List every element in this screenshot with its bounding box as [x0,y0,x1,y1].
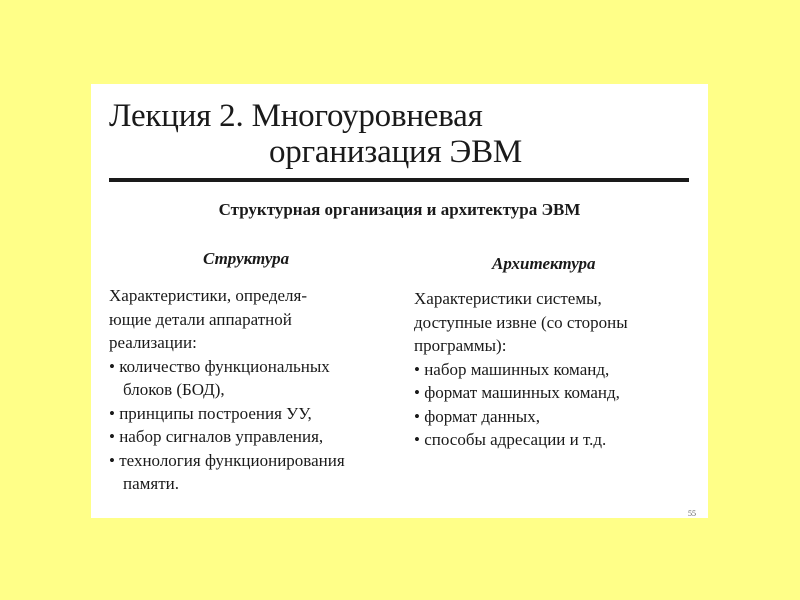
slide [91,84,708,518]
right-bullet: • формат данных, [414,406,540,426]
left-bullet-continuation: памяти. [123,474,179,493]
right-column-heading: Архитектура [492,254,596,273]
left-bullet: • технология функционирования [109,450,345,470]
left-line: ющие детали аппаратной [109,309,292,329]
left-column-text [109,284,399,496]
title-divider [109,178,689,182]
section-subtitle: Структурная организация и архитектура ЭВМ [218,200,581,219]
right-bullet: • формат машинных команд, [414,383,620,402]
right-bullet: • набор машинных команд, [414,359,610,379]
left-bullet-continuation: блоков (БОД), [123,380,225,399]
left-bullet: • количество функциональных [109,356,330,376]
left-bullet: • набор сигналов управления, [109,427,324,446]
right-column-text [414,287,704,452]
slide-title-line-1: Лекция 2. Многоуровневая [109,98,483,134]
right-line: Характеристики системы, [414,289,602,308]
right-line: доступные извне (со стороны [414,312,628,332]
right-line: программы): [414,336,507,355]
page-number: 55 [688,509,696,518]
right-bullet: • способы адресации и т.д. [414,430,607,449]
left-line: Характеристики, определя- [109,286,307,305]
left-line: реализации: [109,333,197,352]
left-bullet: • принципы построения УУ, [109,403,312,423]
slide-title-line-2: организация ЭВМ [269,134,523,170]
left-column-heading: Структура [203,249,290,268]
